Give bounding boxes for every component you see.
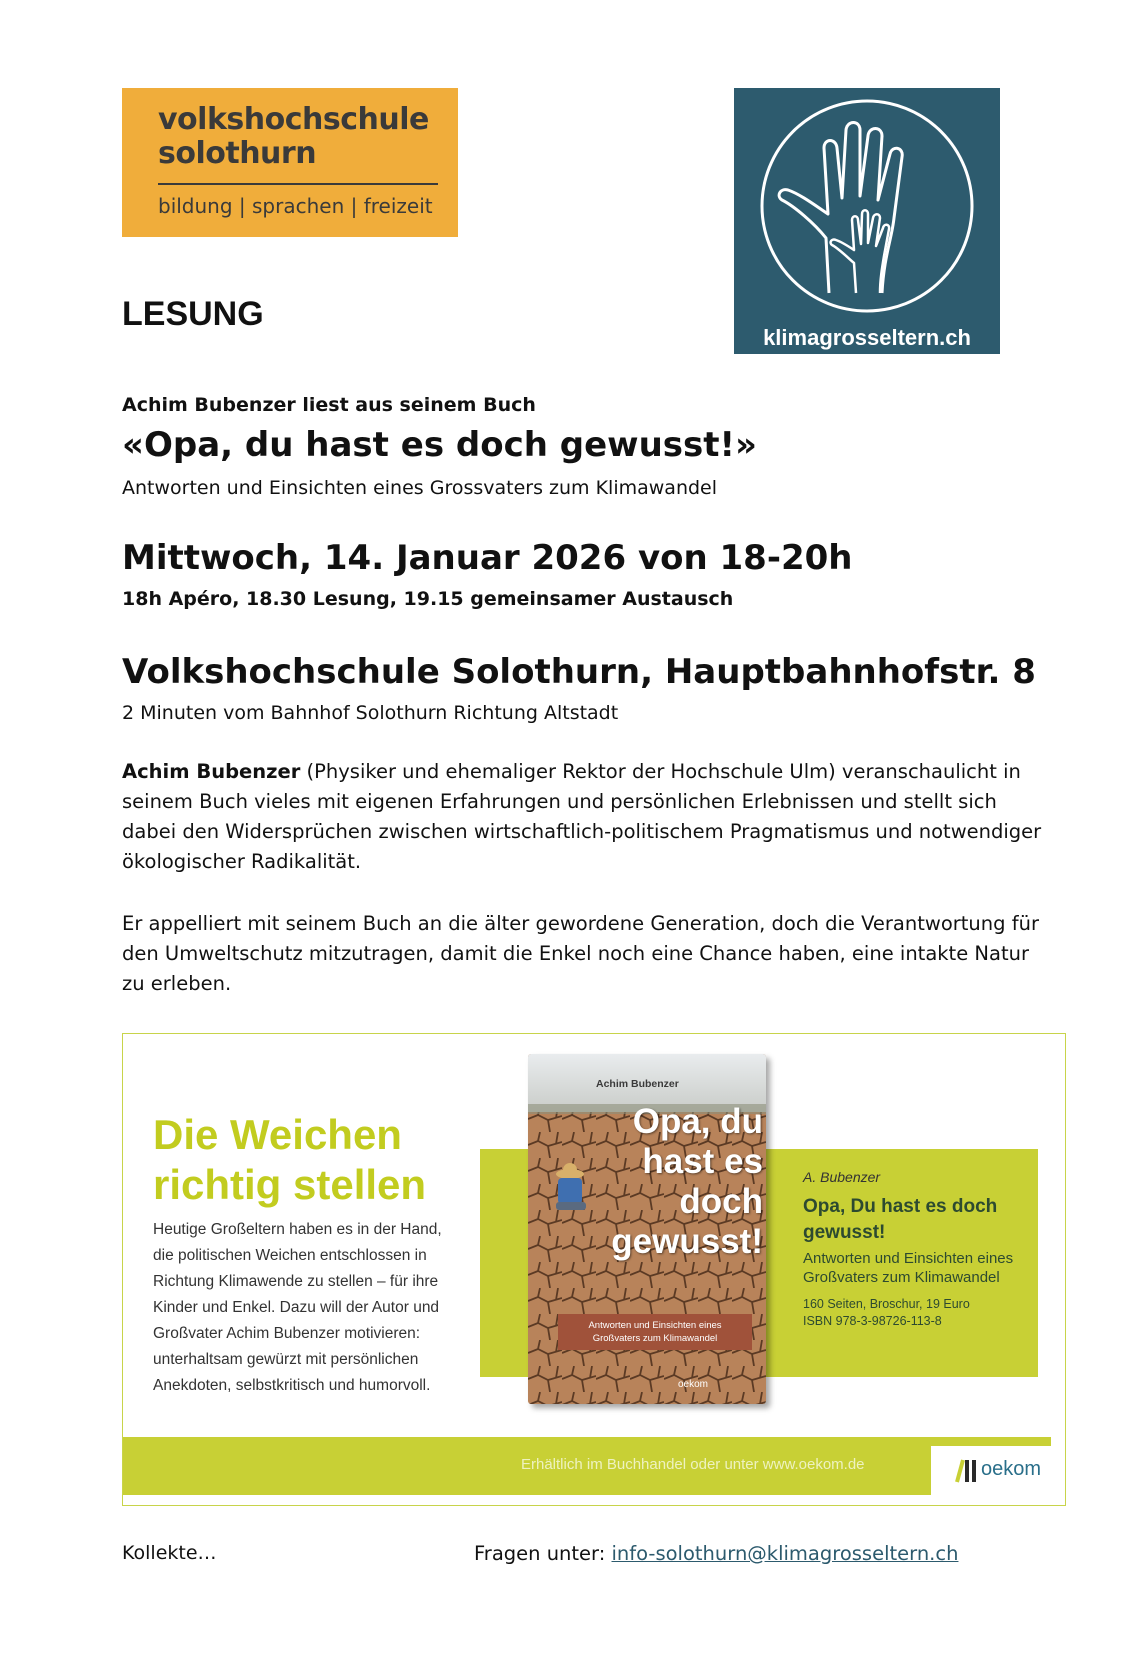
contact-email-link[interactable]: info-solothurn@klimagrosseltern.ch: [611, 1542, 959, 1565]
book-cover-author: Achim Bubenzer: [596, 1078, 679, 1090]
description-paragraph-1: [122, 757, 1052, 877]
ad-availability: Erhältlich im Buchhandel oder unter www.oekom.de: [521, 1456, 865, 1473]
ad-box-pages-price: 160 Seiten, Broschur, 19 Euro: [803, 1297, 970, 1311]
event-directions: 2 Minuten vom Bahnhof Solothurn Richtung Altstadt: [122, 702, 619, 724]
vhs-logo-line1: volkshochschule: [158, 102, 429, 137]
ad-box-meta: [803, 1296, 970, 1330]
vhs-logo: [122, 88, 458, 237]
description-author-name: Achim Bubenzer: [122, 760, 301, 783]
book-subtitle: Antworten und Einsichten eines Grossvaters zum Klimawandel: [122, 477, 718, 499]
book-cover: [528, 1054, 766, 1404]
description-paragraph-1-text: (Physiker und ehemaliger Rektor der Hochschule Ulm) veranschaulicht in seinem Buch vieles mit eigenen Erfahrungen und persönlichen Erlebnissen und stellt sich dabei den Widersprüchen zwischen wirtschaftlich-politischem Pragmatismus und notwendiger ökologischer Radikalität.: [122, 760, 1042, 873]
hands-in-circle-icon: [734, 88, 1000, 354]
collection-note: Kollekte…: [122, 1542, 217, 1564]
ad-box-author: A. Bubenzer: [803, 1169, 881, 1185]
ad-headline-line1: Die Weichen: [153, 1111, 402, 1158]
klimagrosseltern-logo: [734, 88, 1000, 354]
vhs-logo-line2: solothurn: [158, 136, 317, 171]
book-cover-subtitle: Antworten und Einsichten eines Großvaters zum Klimawandel: [558, 1314, 752, 1350]
book-cover-title: Opa, du hast es doch gewusst!: [611, 1102, 763, 1261]
author-intro: Achim Bubenzer liest aus seinem Buch: [122, 394, 536, 416]
description-paragraph-2: Er appelliert mit seinem Buch an die älter gewordene Generation, doch die Verantwortung für den Umweltschutz mitzutragen, damit die Enkel noch eine Chance haben, eine intakte Natur zu erleben.: [122, 912, 1039, 995]
event-venue: Volkshochschule Solothurn, Hauptbahnhofstr. 8: [122, 652, 1036, 692]
klimagrosseltern-logo-text: klimagrosseltern.ch: [763, 325, 971, 350]
ad-box-subtitle: Antworten und Einsichten eines Großvaters zum Klimawandel: [803, 1250, 1014, 1286]
ad-box-isbn: ISBN 978-3-98726-113-8: [803, 1314, 942, 1328]
oekom-logo: [931, 1446, 1051, 1496]
questions-label: Fragen unter:: [474, 1542, 612, 1565]
book-cover-publisher: oekom: [678, 1379, 709, 1390]
ad-headline: [153, 1110, 426, 1210]
book-advertisement: [122, 1033, 1066, 1506]
ad-body-text: Heutige Großeltern haben es in der Hand, die politischen Weichen entschlossen in Richtung Klimawende zu stellen – für ihre Kinder und Enkel. Dazu will der Autor und Großvater Achim Bubenzer motivieren: unterhaltsam gewürzt mit persönlichen Anekdoten, selbstkritisch und humorvoll.: [153, 1221, 442, 1394]
ad-box-title: Opa, Du hast es doch gewusst!: [803, 1196, 998, 1243]
event-date: Mittwoch, 14. Januar 2026 von 18-20h: [122, 538, 853, 578]
page-heading: LESUNG: [122, 295, 264, 333]
event-schedule: 18h Apéro, 18.30 Lesung, 19.15 gemeinsamer Austausch: [122, 588, 734, 610]
ad-headline-line2: richtig stellen: [153, 1161, 427, 1208]
oekom-bars-icon: [951, 1458, 981, 1484]
vhs-logo-rule: [158, 183, 438, 185]
vhs-logo-tagline: bildung | sprachen | freizeit: [158, 194, 433, 218]
book-title: «Opa, du hast es doch gewusst!»: [122, 425, 757, 465]
questions-line: [474, 1542, 958, 1565]
oekom-logo-text: oekom: [981, 1458, 1042, 1480]
